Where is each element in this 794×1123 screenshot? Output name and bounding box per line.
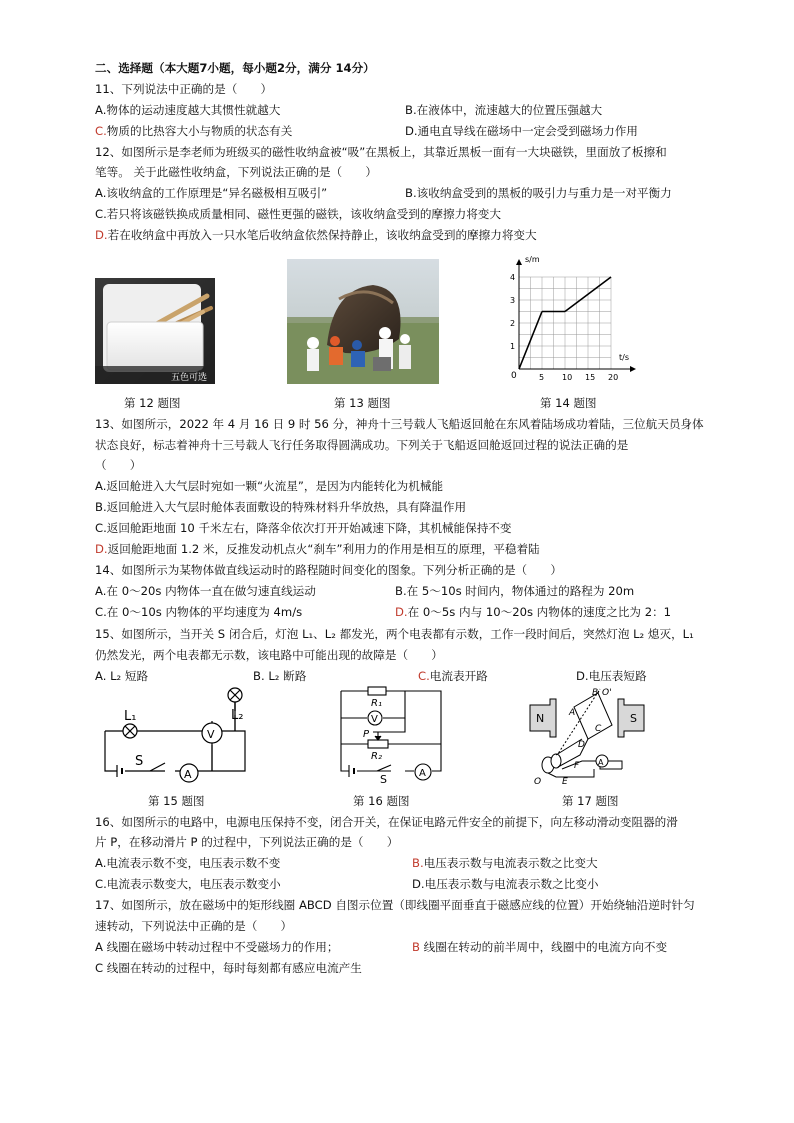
y-axis-label: s/m — [525, 255, 540, 264]
fig17-label-o: O — [534, 777, 542, 785]
fig17-ammeter-label: A — [598, 758, 604, 767]
q13-option-d-letter: D. — [95, 542, 108, 556]
q15-option-d: D.电压表短路 — [576, 669, 647, 683]
q11-stem: 11、下列说法中正确的是（ ） — [95, 82, 273, 96]
fig15-voltmeter-label: V — [207, 728, 215, 741]
q12-option-b: B.该收纳盒受到的黑板的吸引力与重力是一对平衡力 — [405, 186, 672, 200]
fig16-label-p: P — [363, 729, 370, 740]
q12-option-d-letter: D. — [95, 228, 108, 242]
fig15-switch-label: S — [135, 754, 144, 769]
figure-17-generator — [522, 685, 652, 785]
y-tick-label: 4 — [510, 273, 516, 282]
figure-16-circuit — [333, 685, 448, 785]
q15-option-b: B. L₂ 断路 — [253, 669, 307, 683]
figure-14-chart — [505, 254, 645, 388]
y-tick-label: 3 — [510, 296, 516, 305]
section-title: 二、选择题（本大题7小题，每小题2分，满分 14分） — [95, 61, 375, 75]
fig17-label-n: N — [536, 712, 545, 725]
q13-option-a: A.返回舱进入大气层时宛如一颗“火流星”，是因为内能转化为机械能 — [95, 479, 444, 493]
q17-option-a: A 线圈在磁场中转动过程中不受磁场力的作用； — [95, 940, 339, 954]
fig17-label-d: D — [578, 740, 585, 750]
x-tick-label: 10 — [562, 373, 573, 382]
q11-option-c — [95, 123, 292, 139]
figure-16-caption: 第 16 题图 — [353, 794, 410, 808]
q15-option-c — [418, 668, 488, 684]
q13-option-b: B.返回舱进入大气层时舱体表面敷设的特殊材料升华放热，具有降温作用 — [95, 500, 467, 514]
q16-option-c: C.电流表示数变大，电压表示数变小 — [95, 877, 281, 891]
figure-14-caption: 第 14 题图 — [540, 396, 597, 410]
q14-option-c: C.在 0～10s 内物体的平均速度为 4m/s — [95, 605, 303, 619]
fig16-label-r2: R₂ — [371, 751, 382, 762]
q17-option-b — [412, 939, 667, 955]
q15-option-a: A. L₂ 短路 — [95, 669, 149, 683]
fig16-voltmeter-label: V — [371, 714, 378, 725]
q13-stem-line1: 13、如图所示，2022 年 4 月 16 日 9 时 56 分，神舟十三号载人飞船返回舱在东风着陆场成功着陆，三位航天员身体 — [95, 417, 704, 431]
q14-stem: 14、如图所示为某物体做直线运动时的路程随时间变化的图象。下列分析正确的是（ ） — [95, 563, 562, 577]
fig15-label-l2: L₂ — [231, 708, 244, 723]
q16-option-d: D.电压表示数与电流表示数之比变小 — [412, 877, 599, 891]
q16-stem-line2: 片 P，在移动滑片 P 的过程中，下列说法正确的是（ ） — [95, 835, 399, 849]
q11-option-c-text: 物质的比热容大小与物质的状态有关 — [106, 124, 293, 138]
q11-option-c-letter: C. — [95, 124, 107, 138]
q17-option-b-letter: B — [412, 940, 420, 954]
fig17-label-o-prime: O' — [602, 688, 612, 698]
chart-gridlines — [519, 277, 611, 369]
q14-option-b: B.在 5～10s 时间内，物体通过的路程为 20m — [395, 584, 635, 598]
figure-15-circuit — [95, 685, 265, 785]
fig16-label-r1: R₁ — [371, 698, 382, 709]
q16-option-b — [412, 855, 598, 871]
fig15-ammeter-label: A — [184, 768, 192, 781]
q16-stem-line1: 16、如图所示的电路中，电源电压保持不变，闭合开关，在保证电路元件安全的前提下，向左移动滑动变阻器的滑 — [95, 815, 678, 829]
fig17-label-f: F — [574, 761, 580, 771]
fig15-label-l1: L₁ — [124, 709, 137, 724]
fig17-label-c: C — [595, 724, 602, 734]
q15-stem-line1: 15、如图所示，当开关 S 闭合后，灯泡 L₁、L₂ 都发光，两个电表都有示数，工作一段时间后，突然灯泡 L₂ 熄灭，L₁ — [95, 627, 694, 641]
fig16-switch-label: S — [380, 773, 387, 785]
q16-option-b-text: 电压表示数与电流表示数之比变大 — [423, 856, 598, 870]
q13-option-c: C.返回舱距地面 10 千米左右，降落伞依次打开开始减速下降，其机械能保持不变 — [95, 521, 512, 535]
q12-stem-line2: 笔等。 关于此磁性收纳盒，下列说法正确的是（ ） — [95, 165, 377, 179]
q14-option-a: A.在 0～20s 内物体一直在做匀速直线运动 — [95, 584, 316, 598]
fig17-label-a: A — [569, 708, 576, 718]
figure-17-caption: 第 17 题图 — [562, 794, 619, 808]
x-tick-label: 5 — [539, 373, 545, 382]
fig17-label-s: S — [630, 712, 637, 725]
q11-option-a: A.物体的运动速度越大其惯性就越大 — [95, 103, 281, 117]
q14-option-d-text: 在 0～5s 内与 10～20s 内物体的速度之比为 2：1 — [407, 605, 672, 619]
q12-stem-line1: 12、如图所示是李老师为班级买的磁性收纳盒被“吸”在黑板上，其靠近黑板一面有一大块磁铁，里面放了板擦和 — [95, 145, 667, 159]
q12-option-d — [95, 227, 537, 243]
q13-stem-line3: （ ） — [95, 458, 142, 472]
y-tick-label: 2 — [510, 319, 516, 328]
figure-12-watermark: 五色可选 — [171, 373, 208, 383]
q15-option-c-text: 电流表开路 — [429, 669, 488, 683]
q17-stem-line1: 17、如图所示，放在磁场中的矩形线圈 ABCD 自图示位置（即线圈平面垂直于磁感应线的位置）开始绕轴沿逆时针匀 — [95, 898, 695, 912]
x-tick-label: 20 — [608, 373, 619, 382]
q15-option-c-letter: C. — [418, 669, 430, 683]
x-tick-label: 15 — [585, 373, 596, 382]
q16-option-b-letter: B. — [412, 856, 424, 870]
q14-option-d-letter: D. — [395, 605, 408, 619]
figure-15-caption: 第 15 题图 — [148, 794, 205, 808]
y-tick-label: 1 — [510, 342, 516, 351]
q17-stem-line2: 速转动，下列说法中正确的是（ ） — [95, 919, 293, 933]
q12-option-c: C.若只将该磁铁换成质量相同、磁性更强的磁铁，该收纳盒受到的摩擦力将变大 — [95, 207, 501, 221]
figure-12-photo — [95, 278, 215, 384]
figure-12-caption: 第 12 题图 — [124, 396, 181, 410]
q16-option-a: A.电流表示数不变，电压表示数不变 — [95, 856, 281, 870]
figure-13-caption: 第 13 题图 — [334, 396, 391, 410]
q15-stem-line2: 仍然发光，两个电表都无示数，该电路中可能出现的故障是（ ） — [95, 648, 443, 662]
q12-option-a: A.该收纳盒的工作原理是“异名磁极相互吸引” — [95, 186, 328, 200]
q12-option-d-text: 若在收纳盒中再放入一只水笔后收纳盒依然保持静止，该收纳盒受到的摩擦力将变大 — [107, 228, 537, 242]
figure-13-photo — [287, 259, 439, 384]
q13-option-d — [95, 541, 540, 557]
q11-option-d: D.通电直导线在磁场中一定会受到磁场力作用 — [405, 124, 638, 138]
q14-option-d — [395, 604, 671, 620]
q11-option-b: B.在液体中，流速越大的位置压强越大 — [405, 103, 603, 117]
origin-label: 0 — [511, 371, 517, 381]
q17-option-c: C 线圈在转动的过程中，每时每刻都有感应电流产生 — [95, 961, 362, 975]
fig17-label-b: B — [592, 688, 599, 698]
q13-stem-line2: 状态良好，标志着神舟十三号载人飞行任务取得圆满成功。下列关于飞船返回舱返回过程的说法正确的是 — [95, 438, 629, 452]
fig16-ammeter-label: A — [419, 768, 426, 779]
q13-option-d-text: 返回舱距地面 1.2 米，反推发动机点火“刹车”利用力的作用是相互的原理，平稳着陆 — [107, 542, 540, 556]
fig17-label-e: E — [562, 777, 568, 785]
q17-option-b-text: 线圈在转动的前半周中，线圈中的电流方向不变 — [419, 940, 668, 954]
x-axis-label: t/s — [619, 353, 629, 362]
